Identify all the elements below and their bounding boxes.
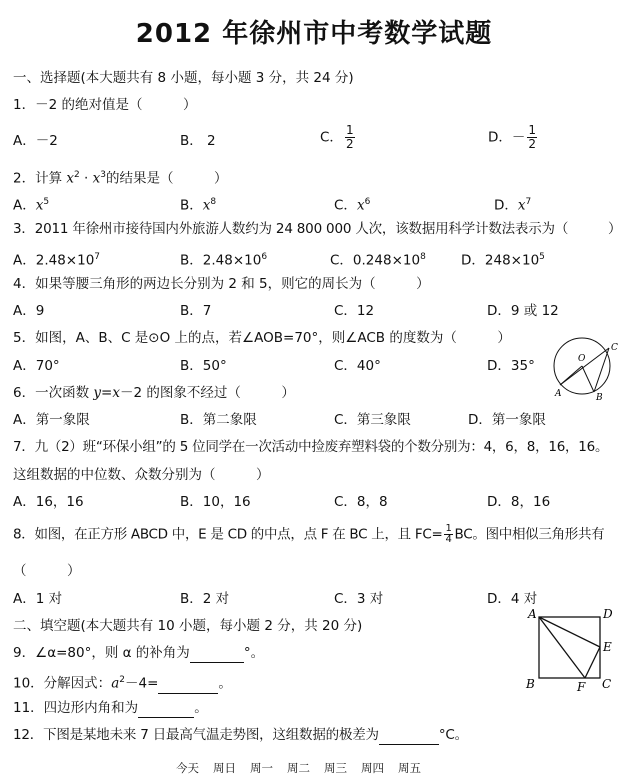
page-title: 2012 年徐州市中考数学试题 <box>135 19 493 49</box>
stem-text: －4= <box>124 675 159 692</box>
q5-option-d: D．35° <box>487 358 535 374</box>
q8-option-b: B．2 对 <box>180 591 230 607</box>
stem-text: 11．四边形内角和为 <box>13 700 139 716</box>
point-label-a: A <box>528 607 537 621</box>
weekday-row <box>176 760 428 776</box>
answer-blank[interactable] <box>158 675 218 694</box>
segment-af <box>539 617 585 678</box>
variable: x <box>66 170 75 187</box>
weekday-label: 周四 <box>361 761 384 775</box>
point-label-a: A <box>555 389 562 399</box>
stem-text: 12．下图是某地未来 7 日最高气温走势图，这组数据的极差为 <box>13 727 379 743</box>
exponent: 3 <box>100 170 106 180</box>
q4-option-b: B．7 <box>180 303 212 319</box>
q2-option-a <box>13 193 49 215</box>
q8-option-c: C．3 对 <box>334 591 384 607</box>
operator: · <box>79 170 93 187</box>
q1-option-d-label: D．－ <box>488 129 526 146</box>
question-8-stem <box>13 524 604 545</box>
question-11 <box>13 699 208 718</box>
weekday-label: 周三 <box>324 761 347 775</box>
stem-text: －2 的图象不经过（ ） <box>119 385 295 401</box>
q6-option-b: B．第二象限 <box>180 412 257 428</box>
q1-option-c-label: C． <box>320 129 343 146</box>
fraction <box>345 124 355 151</box>
option-text: A．2.48×10 <box>13 252 95 269</box>
q5-option-c: C．40° <box>334 358 381 374</box>
question-8-stem-line2: （ ） <box>13 563 81 579</box>
variable: x <box>356 197 365 214</box>
q1-option-c <box>320 124 357 151</box>
q6-option-c: C．第三象限 <box>334 412 411 428</box>
point-label-o: O <box>578 354 586 364</box>
answer-blank[interactable] <box>190 644 244 663</box>
weekday-label: 周日 <box>213 761 236 775</box>
exponent: 8 <box>210 197 217 207</box>
q3-option-d <box>461 248 545 270</box>
point-label-c: C <box>602 677 612 691</box>
exponent: 6 <box>261 252 268 262</box>
segment-ef <box>585 647 600 678</box>
stem-text: 的结果是（ ） <box>105 170 228 187</box>
option-text: B．2.48×10 <box>180 252 262 269</box>
question-6-stem <box>13 384 295 402</box>
weekday-label: 周五 <box>398 761 421 775</box>
stem-text: 。 <box>194 700 208 716</box>
stem-text: 8．如图，在正方形 ABCD 中，E 是 CD 的中点，点 F 在 BC 上，且 FC= <box>13 526 443 543</box>
answer-blank[interactable] <box>138 699 194 718</box>
section-heading-fill: 二、填空题(本大题共有 10 小题，每小题 2 分，共 20 分) <box>13 618 363 634</box>
q7-option-c: C．8，8 <box>334 494 388 510</box>
point-label-e: E <box>603 640 612 654</box>
exponent: 6 <box>364 197 371 207</box>
question-5-stem: 5．如图，A、B、C 是⊙O 上的点，若∠AOB=70°，则∠ACB 的度数为（ ） <box>13 330 511 346</box>
stem-text: °。 <box>243 645 265 661</box>
stem-text: BC。图中相似三角形共有 <box>454 526 605 543</box>
stem-text: 2．计算 <box>13 170 67 187</box>
segment-ae <box>539 617 600 647</box>
q1-option-b: B． 2 <box>180 133 216 149</box>
question-10 <box>13 671 232 694</box>
option-text: C．0.248×10 <box>330 252 421 269</box>
exponent: 8 <box>420 252 426 262</box>
fraction-denominator: 4 <box>445 534 452 545</box>
q2-option-d <box>494 193 531 215</box>
option-label: D． <box>494 197 518 214</box>
stem-text: 10．分解因式： <box>13 675 112 692</box>
question-1-stem: 1．－2 的绝对值是（ ） <box>13 97 197 113</box>
q5-option-b: B．50° <box>180 358 227 374</box>
fraction-denominator: 2 <box>528 137 537 151</box>
q1-option-d <box>488 124 539 151</box>
q4-option-d: D．9 或 12 <box>487 303 559 319</box>
q3-option-c <box>330 248 426 270</box>
function-expression: y=x <box>93 385 120 401</box>
fraction <box>444 524 452 545</box>
weekday-label: 今天 <box>176 761 199 775</box>
option-text: D．248×10 <box>461 252 540 269</box>
variable: x <box>35 197 44 214</box>
weekday-label: 周一 <box>250 761 273 775</box>
q2-option-c <box>334 193 370 215</box>
q4-option-c: C．12 <box>334 303 375 319</box>
segment-ob <box>582 366 594 392</box>
variable: x <box>92 170 101 187</box>
q3-option-a <box>13 248 100 270</box>
square-figure <box>520 604 618 696</box>
variable: a <box>111 675 120 692</box>
option-label: B． <box>180 197 203 214</box>
variable: x <box>517 197 526 214</box>
variable: x <box>202 197 211 214</box>
stem-text: 6．一次函数 <box>13 385 94 401</box>
q8-option-a: A．1 对 <box>13 591 63 607</box>
fraction-numerator: 1 <box>528 123 537 137</box>
stem-text: °C。 <box>438 727 468 743</box>
fraction-numerator: 1 <box>345 123 354 137</box>
weekday-label: 周二 <box>287 761 310 775</box>
question-7-stem-line1: 7．九（2）班“环保小组”的 5 位同学在一次活动中捡废弃塑料袋的个数分别为：4，6，8，16，16。 <box>13 439 609 455</box>
fraction-denominator: 2 <box>345 137 354 151</box>
q4-option-a: A．9 <box>13 303 45 319</box>
q7-option-b: B．10，16 <box>180 494 251 510</box>
point-label-f: F <box>577 680 586 694</box>
question-2-stem <box>13 166 227 188</box>
q5-option-a: A．70° <box>13 358 60 374</box>
q7-option-d: D．8，16 <box>487 494 551 510</box>
q8-option-d: D．4 对 <box>487 591 538 607</box>
stem-text: 9．∠α=80°，则 α 的补角为 <box>13 645 190 661</box>
square-abcd <box>539 617 600 678</box>
q6-option-d: D．第一象限 <box>468 412 546 428</box>
point-label-b: B <box>526 677 535 691</box>
q6-option-a: A．第一象限 <box>13 412 90 428</box>
option-label: A． <box>13 197 36 214</box>
question-9 <box>13 644 264 663</box>
exponent: 2 <box>74 170 80 180</box>
question-3-stem: 3．2011 年徐州市接待国内外旅游人数约为 24 800 000 人次，该数据用科学计数法表示为（ ） <box>13 221 622 237</box>
question-4-stem: 4．如果等腰三角形的两边长分别为 2 和 5，则它的周长为（ ） <box>13 276 430 292</box>
exponent: 5 <box>539 252 545 262</box>
exponent: 7 <box>94 252 101 262</box>
fraction <box>527 124 537 151</box>
answer-blank[interactable] <box>379 726 439 745</box>
exponent: 5 <box>43 197 50 207</box>
option-label: C． <box>334 197 357 214</box>
q7-option-a: A．16，16 <box>13 494 84 510</box>
circle-figure <box>548 336 622 402</box>
exponent: 7 <box>525 197 532 207</box>
stem-text: 。 <box>218 675 232 692</box>
section-heading-choice: 一、选择题(本大题共有 8 小题，每小题 3 分，共 24 分) <box>13 70 354 86</box>
fraction-numerator: 1 <box>445 523 452 534</box>
point-label-b: B <box>596 393 603 402</box>
q3-option-b <box>180 248 267 270</box>
q1-option-a: A．－2 <box>13 133 58 149</box>
exponent: 2 <box>119 675 125 685</box>
question-12 <box>13 726 468 745</box>
question-7-stem-line2: 这组数据的中位数、众数分别为（ ） <box>13 467 270 483</box>
point-label-c: C <box>611 343 618 353</box>
q2-option-b <box>180 193 216 215</box>
point-label-d: D <box>603 607 613 621</box>
